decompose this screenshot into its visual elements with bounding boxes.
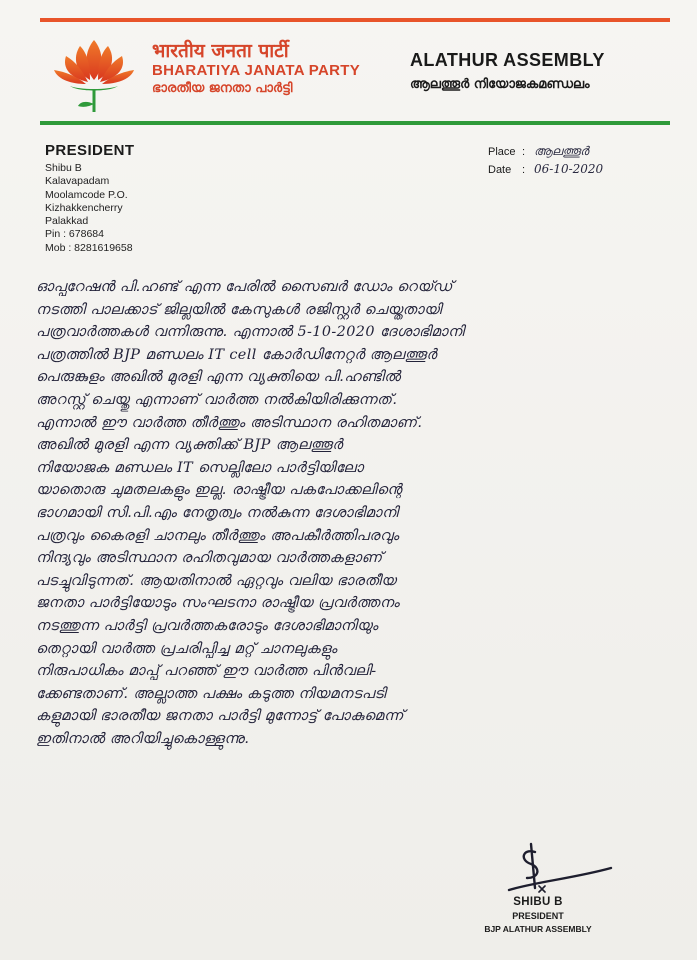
place-label: Place bbox=[488, 146, 516, 158]
letter-body bbox=[36, 276, 676, 750]
party-name-malayalam: ഭാരതീയ ജനതാ പാർട്ടി bbox=[152, 81, 293, 96]
letter-line: ഓപ്പറേഷൻ പി.ഹണ്ട് എന്ന പേരിൽ സൈബർ ഡോം റെയ്ഡ് bbox=[36, 279, 453, 295]
date-row: Date : 06-10-2020 bbox=[488, 161, 678, 179]
letter-line: പെരുങ്കുളം അഖിൽ മുരളി എന്ന വ്യക്തിയെ പി.ഹണ്ടിൽ bbox=[36, 369, 401, 386]
letter-line: നടത്തി പാലക്കാട് ജില്ലയിൽ കേസുകൾ രജിസ്റ്റർ ചെയ്തതായി bbox=[36, 301, 442, 318]
signer-role: PRESIDENT bbox=[512, 911, 564, 921]
address-line: Mob : 8281619658 bbox=[45, 241, 133, 254]
place-value: ആലത്തൂർ bbox=[534, 144, 589, 158]
letter-line: കളുമായി ഭാരതീയ ജനതാ പാർട്ടി മുന്നോട്ട് പോകുമെന്ന് bbox=[36, 708, 404, 725]
letter-line: എന്നാൽ ഈ വാർത്ത തീർത്തും അടിസ്ഥാന രഹിതമാണ്. bbox=[36, 414, 423, 431]
letter-line: അഖിൽ മുരളി എന്ന വ്യക്തിക്ക് BJP ആലത്തൂർ bbox=[36, 437, 343, 454]
place-row: Place : ആലത്തൂർ bbox=[488, 143, 678, 161]
letter-line: നിന്ദ്യവും അടിസ്ഥാന രഹിതവുമായ വാർത്തകളാണ് bbox=[36, 550, 383, 567]
letter-line: ഇതിനാൽ അറിയിച്ചുകൊള്ളുന്നു. bbox=[36, 730, 250, 747]
green-header-rule bbox=[40, 121, 670, 125]
party-name-english: BHARATIYA JANATA PARTY bbox=[152, 62, 360, 79]
letter-line: നിയോജക മണ്ഡലം IT സെല്ലിലോ പാർട്ടിയിലോ bbox=[36, 459, 364, 476]
letter-line: യാതൊരു ചുമതലകളും ഇല്ല. രാഷ്ട്രീയ പകപോക്കലിന്റെ bbox=[36, 482, 402, 499]
assembly-block bbox=[410, 50, 670, 92]
address-line: Pin : 678684 bbox=[45, 228, 104, 241]
letter-line: പടച്ചുവിടുന്നത്. ആയതിനാൽ ഏറ്റവും വലിയ ഭാരതീയ bbox=[36, 572, 397, 589]
signature-icon bbox=[505, 838, 615, 898]
letter-line: ഭാഗമായി സി.പി.എം നേതൃത്വം നൽകുന്ന ദേശാഭിമാനി bbox=[36, 504, 399, 521]
address-line: Kizhakkencherry bbox=[45, 201, 123, 214]
party-name-block bbox=[152, 40, 382, 98]
address-line: Moolamcode P.O. bbox=[45, 188, 128, 201]
saffron-top-rule bbox=[40, 18, 670, 22]
assembly-name-english: ALATHUR ASSEMBLY bbox=[410, 50, 605, 70]
letter-line: പത്രത്തിൽ BJP മണ്ഡലം IT cell കോർഡിനേറ്റർ ആലത്തൂർ bbox=[36, 346, 437, 363]
letter-line: ജനതാ പാർട്ടിയോടും സംഘടനാ രാഷ്ട്രീയ പ്രവർത്തനം bbox=[36, 595, 400, 612]
letter-line: നിരുപാധികം മാപ്പ് പറഞ്ഞ് ഈ വാർത്ത പിൻവലി- bbox=[36, 663, 377, 680]
letter-line: പത്രവും കൈരളി ചാനലും തീർത്തും അപകീർത്തിപരവും bbox=[36, 527, 400, 544]
address-line: Shibu B bbox=[45, 162, 82, 174]
sender-title: PRESIDENT bbox=[45, 142, 135, 159]
signer-org: BJP ALATHUR ASSEMBLY bbox=[484, 924, 592, 934]
party-name-hindi: भारतीय जनता पार्टी bbox=[152, 40, 289, 62]
letter-line: പത്രവാർത്തകൾ വന്നിരുന്നു. എന്നാൽ 5-10-2020 ദേശാഭിമാനി bbox=[36, 324, 465, 341]
lotus-icon bbox=[50, 34, 138, 116]
letter-line: ക്കേണ്ടതാണ്. അല്ലാത്ത പക്ഷം കടുത്ത നിയമനടപടി bbox=[36, 685, 386, 702]
address-line: Kalavapadam bbox=[45, 175, 110, 188]
letter-line: നടത്തുന്ന പാർട്ടി പ്രവർത്തകരോടും ദേശാഭിമാനിയും bbox=[36, 617, 379, 634]
place-date-block bbox=[488, 143, 678, 179]
letter-line: തെറ്റായി വാർത്ത പ്രചരിപ്പിച്ച മറ്റ് ചാനലുകളും bbox=[36, 640, 338, 657]
letter-line: അറസ്റ്റ് ചെയ്തു എന്നാണ് വാർത്ത നൽകിയിരിക്കുന്നത്. bbox=[36, 391, 398, 408]
sender-address bbox=[45, 142, 245, 255]
signoff-block bbox=[458, 896, 618, 934]
date-value: 06-10-2020 bbox=[534, 162, 604, 176]
address-line: Palakkad bbox=[45, 215, 89, 228]
date-label: Date bbox=[488, 164, 512, 176]
assembly-name-malayalam: ആലത്തൂർ നിയോജകമണ്ഡലം bbox=[410, 77, 590, 92]
signer-name: SHIBU B bbox=[513, 896, 563, 908]
